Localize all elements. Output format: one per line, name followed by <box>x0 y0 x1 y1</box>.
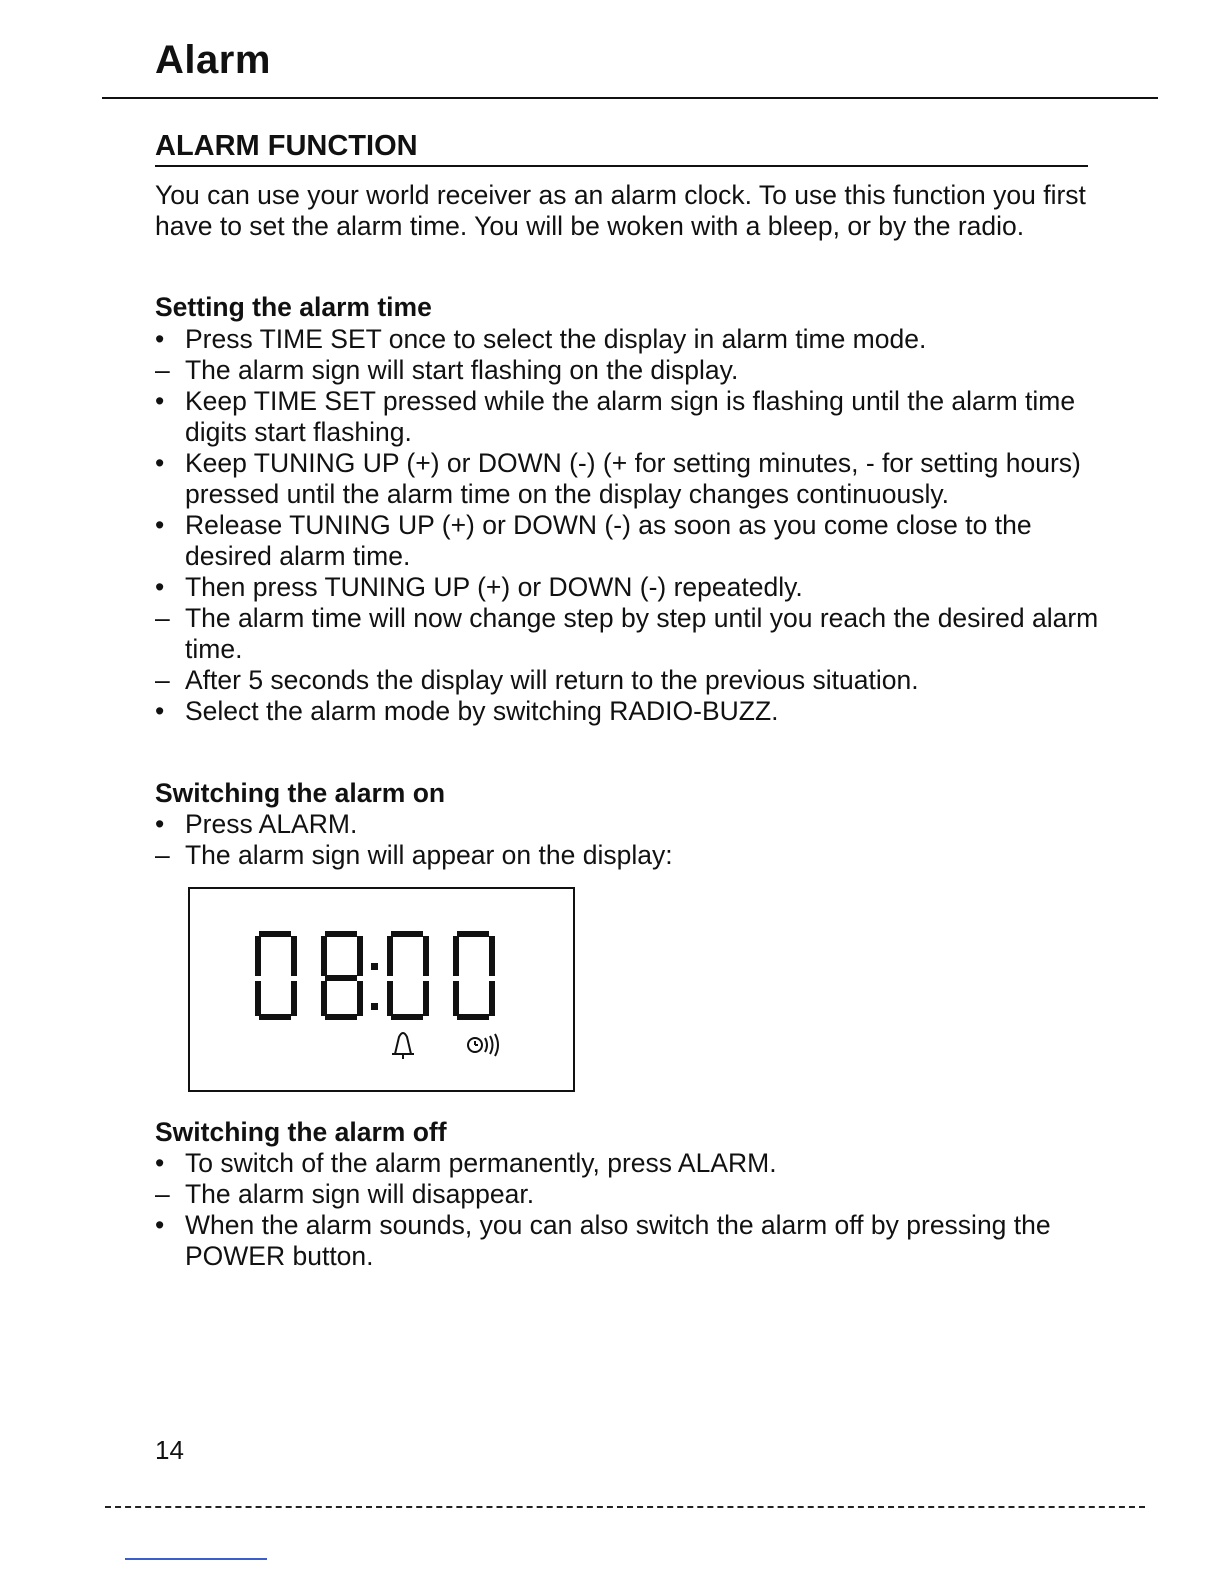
lcd-digit-8 <box>321 931 363 1020</box>
list-item: • Press ALARM. <box>155 809 358 839</box>
lcd-illustration <box>190 889 573 1090</box>
bullet-marker: • <box>155 809 165 839</box>
section-divider <box>155 165 1088 167</box>
list-item: • Release TUNING UP (+) or DOWN (-) as soon as you come close to the desired alarm time. <box>155 510 1032 571</box>
footer-divider <box>105 1506 1145 1508</box>
setting-heading: Setting the alarm time <box>155 292 432 322</box>
bullet-marker: • <box>155 510 165 540</box>
switch-off-heading: Switching the alarm off <box>155 1117 447 1147</box>
bullet-marker: • <box>155 696 165 726</box>
list-item: – The alarm sign will start flashing on the display. <box>155 355 739 385</box>
switch-on-list <box>155 809 1105 871</box>
dash-marker: – <box>155 355 170 385</box>
title-divider <box>102 97 1158 99</box>
list-item: • Press TIME SET once to select the display in alarm time mode. <box>155 324 927 354</box>
list-item: – After 5 seconds the display will return to the previous situation. <box>155 665 919 695</box>
list-item: • Then press TUNING UP (+) or DOWN (-) repeatedly. <box>155 572 803 602</box>
list-item: – The alarm sign will disappear. <box>155 1179 535 1209</box>
page-number: 14 <box>155 1435 184 1465</box>
list-item: • To switch of the alarm permanently, press ALARM. <box>155 1148 777 1178</box>
bullet-marker: • <box>155 386 165 416</box>
page-title: Alarm <box>155 38 271 82</box>
list-item: • When the alarm sounds, you can also switch the alarm off by pressing the POWER button. <box>155 1210 1051 1271</box>
lcd-colon <box>371 963 378 1010</box>
radio-signal-icon <box>468 1034 498 1056</box>
switch-off-list <box>155 1148 1105 1272</box>
dash-marker: – <box>155 1179 170 1209</box>
footer-accent <box>125 1558 267 1560</box>
lcd-digit-0 <box>255 931 297 1020</box>
switch-on-heading: Switching the alarm on <box>155 778 446 808</box>
dash-marker: – <box>155 840 170 870</box>
list-item: – The alarm time will now change step by step until you reach the desired alarm time. <box>155 603 1099 664</box>
dash-marker: – <box>155 665 170 695</box>
intro-paragraph: You can use your world receiver as an alarm clock. To use this function you first have to set the alarm time. You will be woken with a bleep, or by the radio. <box>155 180 1086 241</box>
lcd-digit-0 <box>387 931 429 1020</box>
bullet-marker: • <box>155 448 165 478</box>
bullet-marker: • <box>155 572 165 602</box>
lcd-display <box>188 887 575 1092</box>
bell-icon <box>392 1033 414 1059</box>
setting-list <box>155 324 1105 727</box>
dash-marker: – <box>155 603 170 633</box>
bullet-marker: • <box>155 1148 165 1178</box>
list-item: – The alarm sign will appear on the display: <box>155 840 673 870</box>
bullet-marker: • <box>155 324 165 354</box>
list-item: • Keep TIME SET pressed while the alarm sign is flashing until the alarm time digits start flashing. <box>155 386 1076 447</box>
list-item: • Keep TUNING UP (+) or DOWN (-) (+ for setting minutes, - for setting hours) pressed until the alarm time on the display changes continuously. <box>155 448 1081 509</box>
list-item: • Select the alarm mode by switching RADIO-BUZZ. <box>155 696 779 726</box>
bullet-marker: • <box>155 1210 165 1240</box>
section-heading: ALARM FUNCTION <box>155 130 418 162</box>
lcd-digit-0 <box>453 931 495 1020</box>
